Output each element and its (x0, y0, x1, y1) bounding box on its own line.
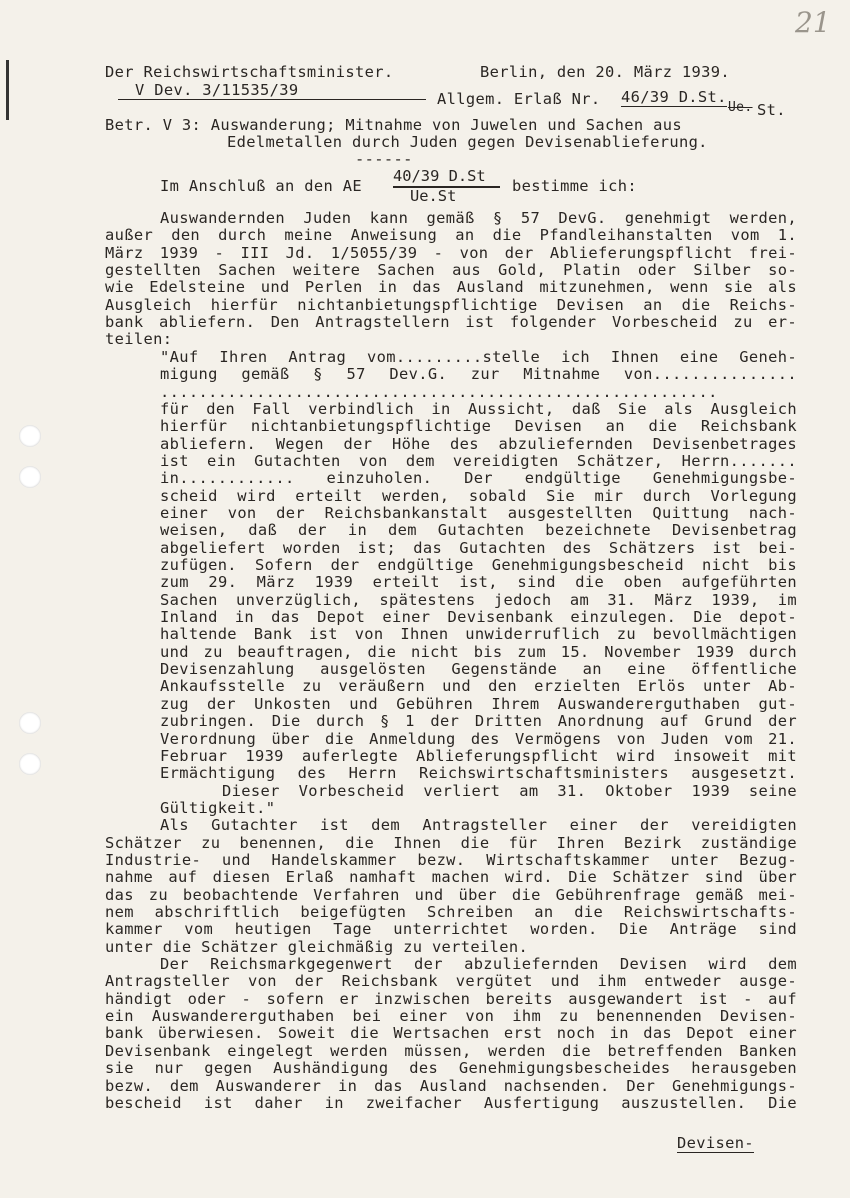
body-line: das zu beobachtende Verfahren und über die Gebührenfrage gemäß mei- (105, 885, 797, 904)
body-line: scheid wird erteilt werden, sobald Sie mir durch Vorlegung (160, 486, 797, 505)
body-line: unter die Schätzer gleichmäßig zu verteilen. (105, 937, 529, 956)
body-line: Auswandernden Juden kann gemäß § 57 DevG. genehmigt werden, (160, 209, 797, 227)
body-line: ein Auswandererguthaben bei einer von ihm zu benennenden Devisen- (105, 1007, 797, 1026)
body-line: zug der Unkosten und Gebühren Ihrem Auswandererguthaben gut- (160, 694, 797, 713)
body-line: Schätzer zu benennen, die Ihnen die für Ihren Bezirk zuständige (105, 833, 797, 852)
body-line: bank abliefern. Den Antragstellern ist folgender Vorbescheid zu er- (105, 313, 797, 332)
body-line: Februar 1939 auferlegte Ablieferungspflicht wird insoweit mit (160, 746, 797, 765)
body-line: außer den durch meine Anweisung an die Pfandleihanstalten vom 1. (105, 226, 797, 245)
subject-line-1: Betr. V 3: Auswanderung; Mitnahme von Juwelen und Sachen aus (105, 116, 682, 134)
punch-hole (19, 425, 41, 447)
body-line: Gültigkeit." (160, 798, 276, 817)
punch-hole (19, 712, 41, 734)
decree-label: Allgem. Erlaß Nr. (437, 90, 601, 108)
punch-hole (19, 753, 41, 775)
body-line: Als Gutachter ist dem Antragsteller einer der vereidigten (160, 816, 797, 835)
body-line: nem abschriftlich beigefügten Schreiben an die Reichswirtschafts- (105, 903, 797, 921)
body-line: Dieser Vorbescheid verliert am 31. Oktober 1939 seine (222, 781, 797, 800)
subject-separator: ------ (355, 150, 413, 168)
fraction-bottom: Ue.St (410, 187, 457, 205)
body-line: kammer vom heutigen Tage unterrichtet worden. Die Anträge sind (105, 920, 797, 939)
body-line: teilen: (105, 330, 173, 349)
body-line: abgeliefert worden ist; das Gutachten des Schätzers ist bei- (160, 538, 797, 557)
punch-hole (19, 466, 41, 488)
body-line: sie nur gegen Aushändigung des Genehmigungsbescheides herausgeben (105, 1059, 797, 1078)
body-line: wie Edelsteine und Perlen in das Ausland mitzunehmen, wenn sie als (105, 278, 797, 297)
body-line: nahme auf diesen Erlaß namhaft machen wird. Die Schätzer sind über (105, 868, 797, 887)
body-line: hierfür nichtanbietungspflichtige Devisen an die Reichsbank (160, 417, 797, 436)
body-line: gestellten Sachen weitere Sachen aus Gold, Platin oder Silber so- (105, 261, 797, 280)
body-line: Industrie- und Handelskammer bezw. Wirtschaftskammer unter Bezug- (105, 850, 797, 869)
body-line: Verordnung über die Anmeldung des Vermögens von Juden vom 21. (160, 729, 797, 748)
body-line: .......................................................... (160, 382, 718, 401)
body-line: Inland in das Depot einer Devisenbank einzulegen. Die depot- (160, 608, 797, 627)
decree-number: 46/39 D.St. (621, 88, 727, 106)
body-line: abliefern. Wegen der Höhe des abzuliefernden Devisenbetrages (160, 434, 797, 453)
page-number: 21 (795, 6, 831, 39)
subject-line-2: Edelmetallen durch Juden gegen Devisenablieferung. (227, 133, 708, 151)
body-line: Ankaufsstelle zu veräußern und den erzielten Erlös unter Ab- (160, 677, 797, 696)
body-line: Devisenbank eingelegt werden müssen, werden die betreffenden Banken (105, 1041, 797, 1060)
file-reference: V Dev. 3/11535/39 (135, 81, 299, 99)
intro-after: bestimme ich: (512, 177, 638, 195)
body-line: Ermächtigung des Herrn Reichswirtschaftsministers ausgesetzt. (160, 764, 797, 783)
body-line: in............ einzuholen. Der endgültige Genehmigungsbe- (160, 469, 797, 488)
body-line: Der Reichsmarkgegenwert der abzuliefernden Devisen wird dem (160, 955, 797, 974)
body-line: ist ein Gutachten von dem vereidigten Schätzer, Herrn....... (160, 451, 797, 470)
margin-mark (6, 60, 9, 120)
fraction-top: 40/39 D.St (393, 167, 486, 185)
body-line: für den Fall verbindlich in Aussicht, daß Sie als Ausgleich (160, 399, 797, 418)
decree-suffix-struck: Ue. (728, 100, 753, 115)
body-line: einer von der Reichsbankanstalt ausgestellten Quittung nach- (160, 503, 797, 522)
body-line: bescheid ist daher in zweifacher Ausfertigung auszustellen. Die (105, 1093, 797, 1112)
body-line: zufügen. Sofern der endgültige Genehmigungsbescheid nicht bis (160, 556, 797, 574)
body-line: zum 29. März 1939 erteilt ist, sind die oben aufgeführten (160, 573, 797, 592)
body-line: migung gemäß § 57 Dev.G. zur Mitnahme von............... (160, 365, 797, 384)
body-line: "Auf Ihren Antrag vom.........stelle ich Ihnen eine Geneh- (160, 347, 797, 366)
body-line: Antragsteller von der Reichsbank vergütet und ihm entweder ausge- (105, 972, 797, 991)
body-line: bank überwiesen. Soweit die Wertsachen erst noch in das Depot einer (105, 1024, 797, 1043)
decree-suffix: St. (757, 101, 786, 119)
body-line: bezw. dem Auswanderer in das Ausland nachsenden. Der Genehmigungs- (105, 1076, 797, 1095)
body-line: haltende Bank ist von Ihnen unwiderruflich zu bevollmächtigen (160, 625, 797, 644)
body-line: zubringen. Die durch § 1 der Dritten Anordnung auf Grund der (160, 712, 797, 731)
place-date: Berlin, den 20. März 1939. (480, 63, 731, 81)
body-line: Ausgleich hierfür nichtanbietungspflichtige Devisen an die Reichs- (105, 295, 797, 314)
intro-before: Im Anschluß an den AE (160, 177, 362, 195)
body-line: weisen, daß der in dem Gutachten bezeichnete Devisenbetrag (160, 521, 797, 540)
body-line: März 1939 - III Jd. 1/5055/39 - von der Ablieferungspflicht frei- (105, 243, 797, 262)
body-line: und zu beauftragen, die nicht bis zum 15. November 1939 durch (160, 642, 797, 661)
sender: Der Reichswirtschaftsminister. (105, 63, 394, 81)
catchword: Devisen- (677, 1134, 754, 1152)
body-line: Devisenzahlung ausgelösten Gegenstände an eine öffentliche (160, 660, 797, 679)
file-ref-underline (118, 99, 426, 100)
body-line: Sachen unverzüglich, spätestens jedoch am 31. März 1939, im (160, 590, 797, 609)
body-line: händigt oder - sofern er inzwischen bereits ausgewandert ist - auf (105, 989, 797, 1008)
